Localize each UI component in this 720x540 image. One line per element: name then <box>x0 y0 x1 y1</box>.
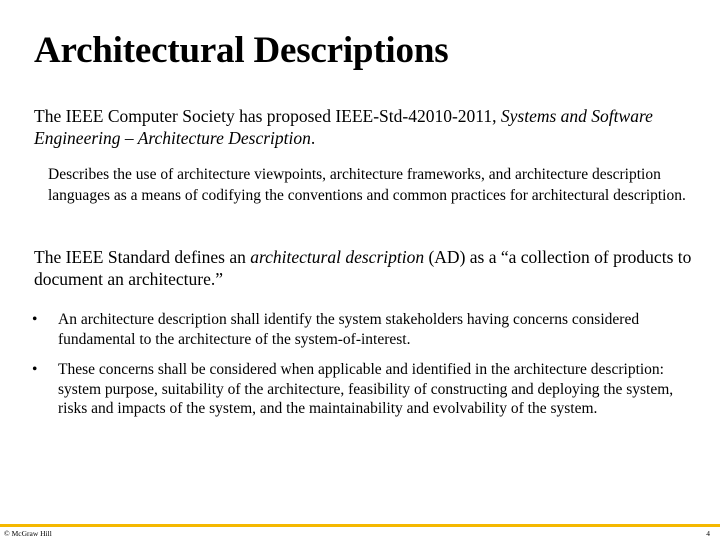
footer-accent-bar <box>0 524 720 527</box>
list-item <box>30 310 690 349</box>
intro-end: . <box>310 128 316 148</box>
page-number: 4 <box>706 529 710 538</box>
definition-before: The IEEE Standard defines an <box>34 247 251 267</box>
bullet-list <box>30 310 690 430</box>
definition-term: architectural description <box>250 247 425 267</box>
definition-paragraph <box>34 246 694 290</box>
standard-title: Systems and Software Engineering – Architecture Description <box>34 106 653 148</box>
intro-paragraph <box>34 105 694 149</box>
intro-text: The IEEE Computer Society has proposed IEEE-Std-42010-2011, <box>34 106 501 126</box>
slide-title: Architectural Descriptions <box>34 30 449 71</box>
bullet-icon: • <box>32 311 38 328</box>
bullet-text: These concerns shall be considered when applicable and identified in the architecture description: system purpose, suitability of the architecture, feasibility of constructing and deploying the system, risks and impacts of the system, and the maintainability and evolvability of the system. <box>58 361 674 417</box>
list-item <box>30 360 690 419</box>
footer-copyright: © McGraw Hill <box>4 529 52 538</box>
bullet-icon: • <box>32 361 38 378</box>
definition-after: (AD) as a “a collection of products to document an architecture.” <box>34 247 692 289</box>
bullet-text: An architecture description shall identify the system stakeholders having concerns considered fundamental to the architecture of the system-of-interest. <box>58 311 640 348</box>
standard-description: Describes the use of architecture viewpoints, architecture frameworks, and architecture description languages as a means of codifying the conventions and common practices for architectural description. <box>48 166 686 204</box>
